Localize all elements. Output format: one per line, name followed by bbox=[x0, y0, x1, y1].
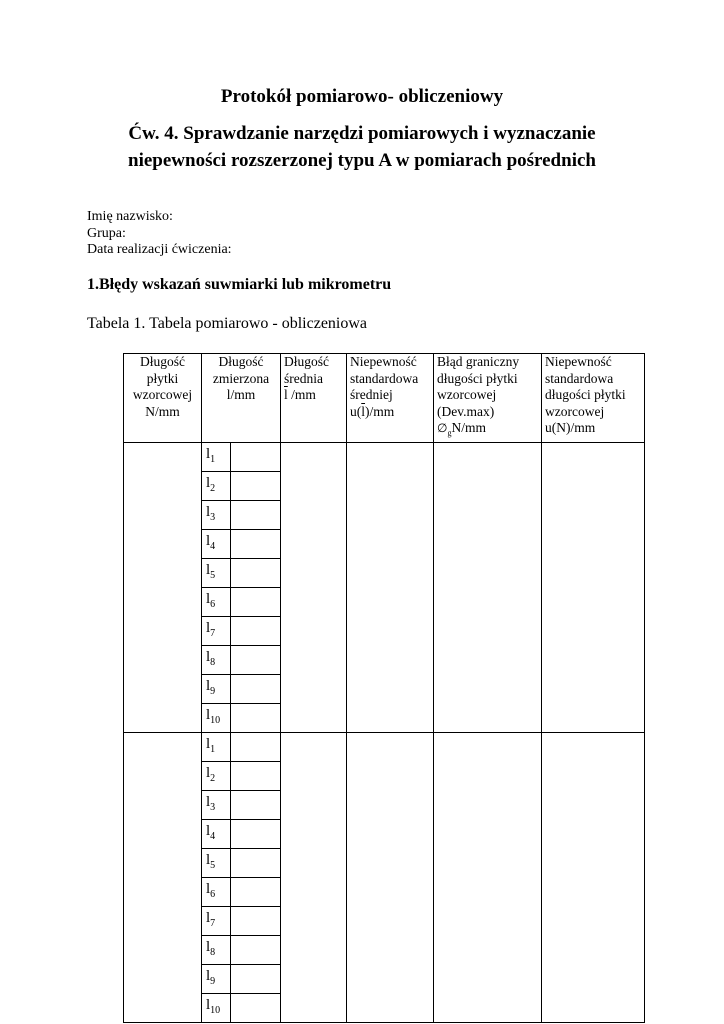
measured-value-cell[interactable] bbox=[231, 936, 281, 965]
measurement-index-label: $l_8$ bbox=[202, 646, 231, 675]
mean-symbol: $\overline{l}$ bbox=[361, 403, 366, 419]
measured-value-cell[interactable] bbox=[231, 704, 281, 733]
exercise-title-line-1: Ćw. 4. Sprawdzanie narzędzi pomiarowych i wyznaczanie bbox=[128, 123, 596, 144]
group-label: Grupa: bbox=[87, 225, 126, 241]
measured-value-cell[interactable] bbox=[231, 559, 281, 588]
measured-value-cell[interactable] bbox=[231, 588, 281, 617]
table-caption: Tabela 1. Tabela pomiarowo - obliczeniowa bbox=[87, 315, 368, 332]
name-label: Imię nazwisko: bbox=[87, 209, 173, 224]
exercise-title-line-2: niepewności rozszerzonej typu A w pomiarach pośrednich bbox=[128, 150, 596, 171]
diameter-symbol-icon: ∅ bbox=[437, 421, 448, 435]
measurement-index-label: $l_{10}$ bbox=[202, 704, 231, 733]
header-gauge-length: Długość płytki wzorcowej N/mm bbox=[124, 354, 202, 443]
protocol-title: Protokół pomiarowo- obliczeniowy bbox=[220, 86, 504, 107]
header-limit-error: Błąd graniczny długości płytki wzorcowej (Dev.max) $\emptyset_gN/mm$ bbox=[434, 354, 542, 443]
header-mean-length: Długość średnia $\overline{l}$ /mm bbox=[281, 354, 347, 443]
measurement-index-label: $l_1$ bbox=[202, 443, 231, 472]
measured-value-cell[interactable] bbox=[231, 965, 281, 994]
mean-uncertainty-cell[interactable] bbox=[347, 443, 434, 733]
table-header-row bbox=[124, 354, 645, 443]
measured-value-cell[interactable] bbox=[231, 878, 281, 907]
measured-value-cell[interactable] bbox=[231, 733, 281, 762]
header-measured-length: Długość zmierzona l/mm bbox=[202, 354, 281, 443]
measured-value-cell[interactable] bbox=[231, 907, 281, 936]
measurement-index-label: $l_4$ bbox=[202, 530, 231, 559]
mean-symbol: $\overline{l}$ bbox=[284, 387, 288, 402]
measured-value-cell[interactable] bbox=[231, 820, 281, 849]
gauge-uncertainty-cell[interactable] bbox=[542, 733, 645, 1023]
date-label: Data realizacji ćwiczenia: bbox=[87, 242, 232, 257]
measurement-index-label: $l_2$ bbox=[202, 762, 231, 791]
exercise-title bbox=[0, 120, 724, 174]
measured-value-cell[interactable] bbox=[231, 849, 281, 878]
header-gauge-uncertainty: Niepewność standardowa długości płytki wzorcowej u(N)/mm bbox=[542, 354, 645, 443]
measurement-index-label: $l_1$ bbox=[202, 733, 231, 762]
measured-value-cell[interactable] bbox=[231, 646, 281, 675]
measurement-index-label: $l_8$ bbox=[202, 936, 231, 965]
student-info bbox=[87, 209, 232, 259]
measurement-index-label: $l_5$ bbox=[202, 559, 231, 588]
measured-value-cell[interactable] bbox=[231, 617, 281, 646]
measurement-index-label: $l_9$ bbox=[202, 675, 231, 704]
measurement-index-label: $l_6$ bbox=[202, 878, 231, 907]
measured-value-cell[interactable] bbox=[231, 530, 281, 559]
measured-value-cell[interactable] bbox=[231, 443, 281, 472]
measurement-index-label: $l_3$ bbox=[202, 791, 231, 820]
gauge-length-cell[interactable] bbox=[124, 733, 202, 1023]
measurement-index-label: $l_7$ bbox=[202, 617, 231, 646]
measurement-index-label: $l_2$ bbox=[202, 472, 231, 501]
limit-error-cell[interactable] bbox=[434, 443, 542, 733]
header-mean-uncertainty: Niepewność standardowa średniej $u(\overline{l})/mm$ bbox=[347, 354, 434, 443]
table-row bbox=[124, 733, 645, 762]
measured-value-cell[interactable] bbox=[231, 472, 281, 501]
measurement-index-label: $l_5$ bbox=[202, 849, 231, 878]
mean-uncertainty-cell[interactable] bbox=[347, 733, 434, 1023]
table-row bbox=[124, 443, 645, 472]
measurement-index-label: $l_3$ bbox=[202, 501, 231, 530]
mean-length-cell[interactable] bbox=[281, 733, 347, 1023]
measurement-index-label: $l_4$ bbox=[202, 820, 231, 849]
measured-value-cell[interactable] bbox=[231, 994, 281, 1023]
limit-error-cell[interactable] bbox=[434, 733, 542, 1023]
measured-value-cell[interactable] bbox=[231, 791, 281, 820]
measurement-index-label: $l_6$ bbox=[202, 588, 231, 617]
measured-value-cell[interactable] bbox=[231, 675, 281, 704]
measurement-index-label: $l_9$ bbox=[202, 965, 231, 994]
measurement-index-label: $l_7$ bbox=[202, 907, 231, 936]
section-heading: 1.Błędy wskazań suwmiarki lub mikrometru bbox=[87, 276, 392, 293]
measurement-index-label: $l_{10}$ bbox=[202, 994, 231, 1023]
mean-length-cell[interactable] bbox=[281, 443, 347, 733]
gauge-length-cell[interactable] bbox=[124, 443, 202, 733]
gauge-uncertainty-cell[interactable] bbox=[542, 443, 645, 733]
measured-value-cell[interactable] bbox=[231, 762, 281, 791]
measurement-table bbox=[123, 353, 645, 1023]
measured-value-cell[interactable] bbox=[231, 501, 281, 530]
